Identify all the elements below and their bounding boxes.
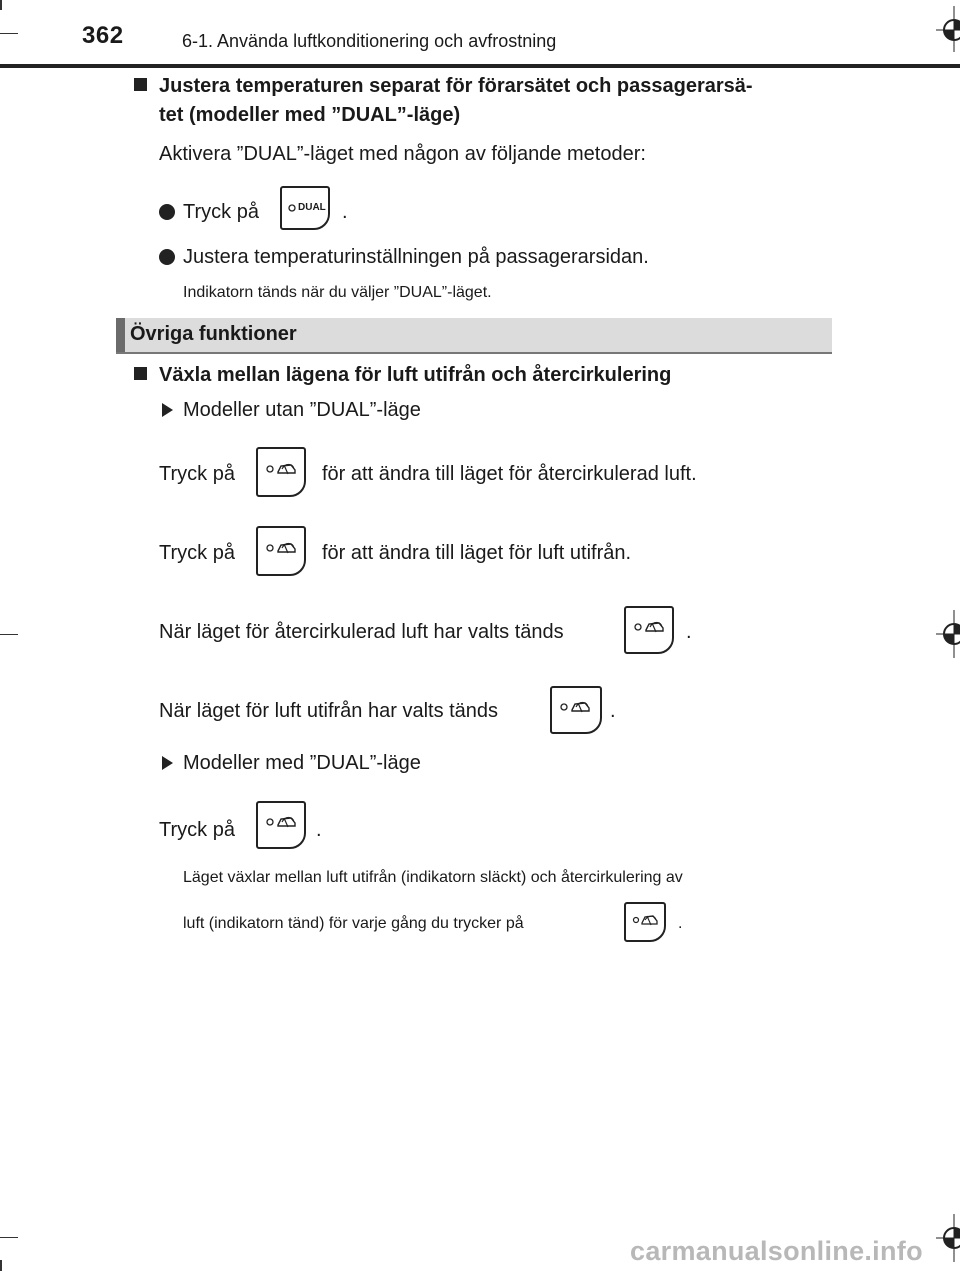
crop-mark-left-mid	[0, 634, 18, 635]
dual-heading-line1: Justera temperaturen separat för förarsätet och passagerarsä-	[134, 72, 753, 100]
recirc-note-line2-suffix: .	[678, 915, 683, 932]
round-bullet-icon	[159, 249, 175, 265]
chapter-title: 6-1. Använda luftkonditionering och avfrostning	[182, 31, 557, 51]
registration-mark-mid-right-icon	[932, 610, 960, 658]
sub-heading-with-dual: Modeller med ”DUAL”-läge	[183, 752, 421, 774]
banner-accent-bar	[116, 318, 125, 352]
recirculation-button-icon	[624, 606, 674, 654]
line2-prefix: Tryck på	[159, 542, 235, 564]
dual-button-label: DUAL	[298, 202, 326, 213]
recirc-note-line2-prefix: luft (indikatorn tänd) för varje gång du trycker på	[183, 915, 524, 932]
triangle-arrow-icon	[162, 756, 173, 770]
square-bullet-icon	[134, 367, 147, 380]
crop-mark-left-bottom	[0, 1237, 18, 1238]
section-banner	[116, 318, 832, 354]
recirculation-button-icon	[256, 801, 306, 849]
bullet1-prefix: Tryck på	[183, 201, 259, 223]
recirc-heading: Växla mellan lägena för luft utifrån och återcirkulering	[134, 361, 671, 389]
registration-mark-top-right-icon	[932, 6, 960, 52]
dual-heading-line2: tet (modeller med ”DUAL”-läge)	[159, 104, 461, 126]
page-number: 362	[82, 22, 124, 49]
line4-prefix: När läget för luft utifrån har valts tänds	[159, 700, 499, 722]
line4-suffix: .	[610, 700, 616, 722]
recirculation-button-icon	[256, 526, 306, 576]
header-rule	[0, 64, 960, 68]
bullet2-text: Justera temperaturinställningen på passagerarsidan.	[183, 246, 649, 268]
line5-prefix: Tryck på	[159, 819, 235, 841]
line3-prefix: När läget för återcirkulerad luft har valts tänds	[159, 621, 564, 643]
crop-mark-top-left	[0, 0, 2, 10]
registration-mark-bottom-right-icon	[932, 1214, 960, 1262]
recirc-note-line1: Läget växlar mellan luft utifrån (indikatorn släckt) och återcirkulering av	[183, 869, 683, 886]
dual-button-icon	[280, 186, 330, 230]
recirculation-button-icon	[624, 902, 666, 942]
banner-title: Övriga funktioner	[130, 323, 297, 345]
recirculation-button-icon	[550, 686, 602, 734]
crop-mark-left-top	[0, 33, 18, 34]
round-bullet-icon	[159, 204, 175, 220]
line3-suffix: .	[686, 621, 692, 643]
dual-intro: Aktivera ”DUAL”-läget med någon av följande metoder:	[159, 143, 646, 165]
dual-note: Indikatorn tänds när du väljer ”DUAL”-läget.	[183, 284, 492, 301]
triangle-arrow-icon	[162, 403, 173, 417]
recirculation-button-icon	[256, 447, 306, 497]
crop-mark-bottom-left	[0, 1260, 2, 1271]
sub-heading-without-dual: Modeller utan ”DUAL”-läge	[183, 399, 421, 421]
bullet1-suffix: .	[342, 201, 348, 223]
line1-suffix: för att ändra till läget för återcirkulerad luft.	[322, 463, 697, 485]
line1-prefix: Tryck på	[159, 463, 235, 485]
square-bullet-icon	[134, 78, 147, 91]
line5-suffix: .	[316, 819, 322, 841]
watermark: carmanualsonline.info	[630, 1236, 923, 1266]
line2-suffix: för att ändra till läget för luft utifrån.	[322, 542, 632, 564]
